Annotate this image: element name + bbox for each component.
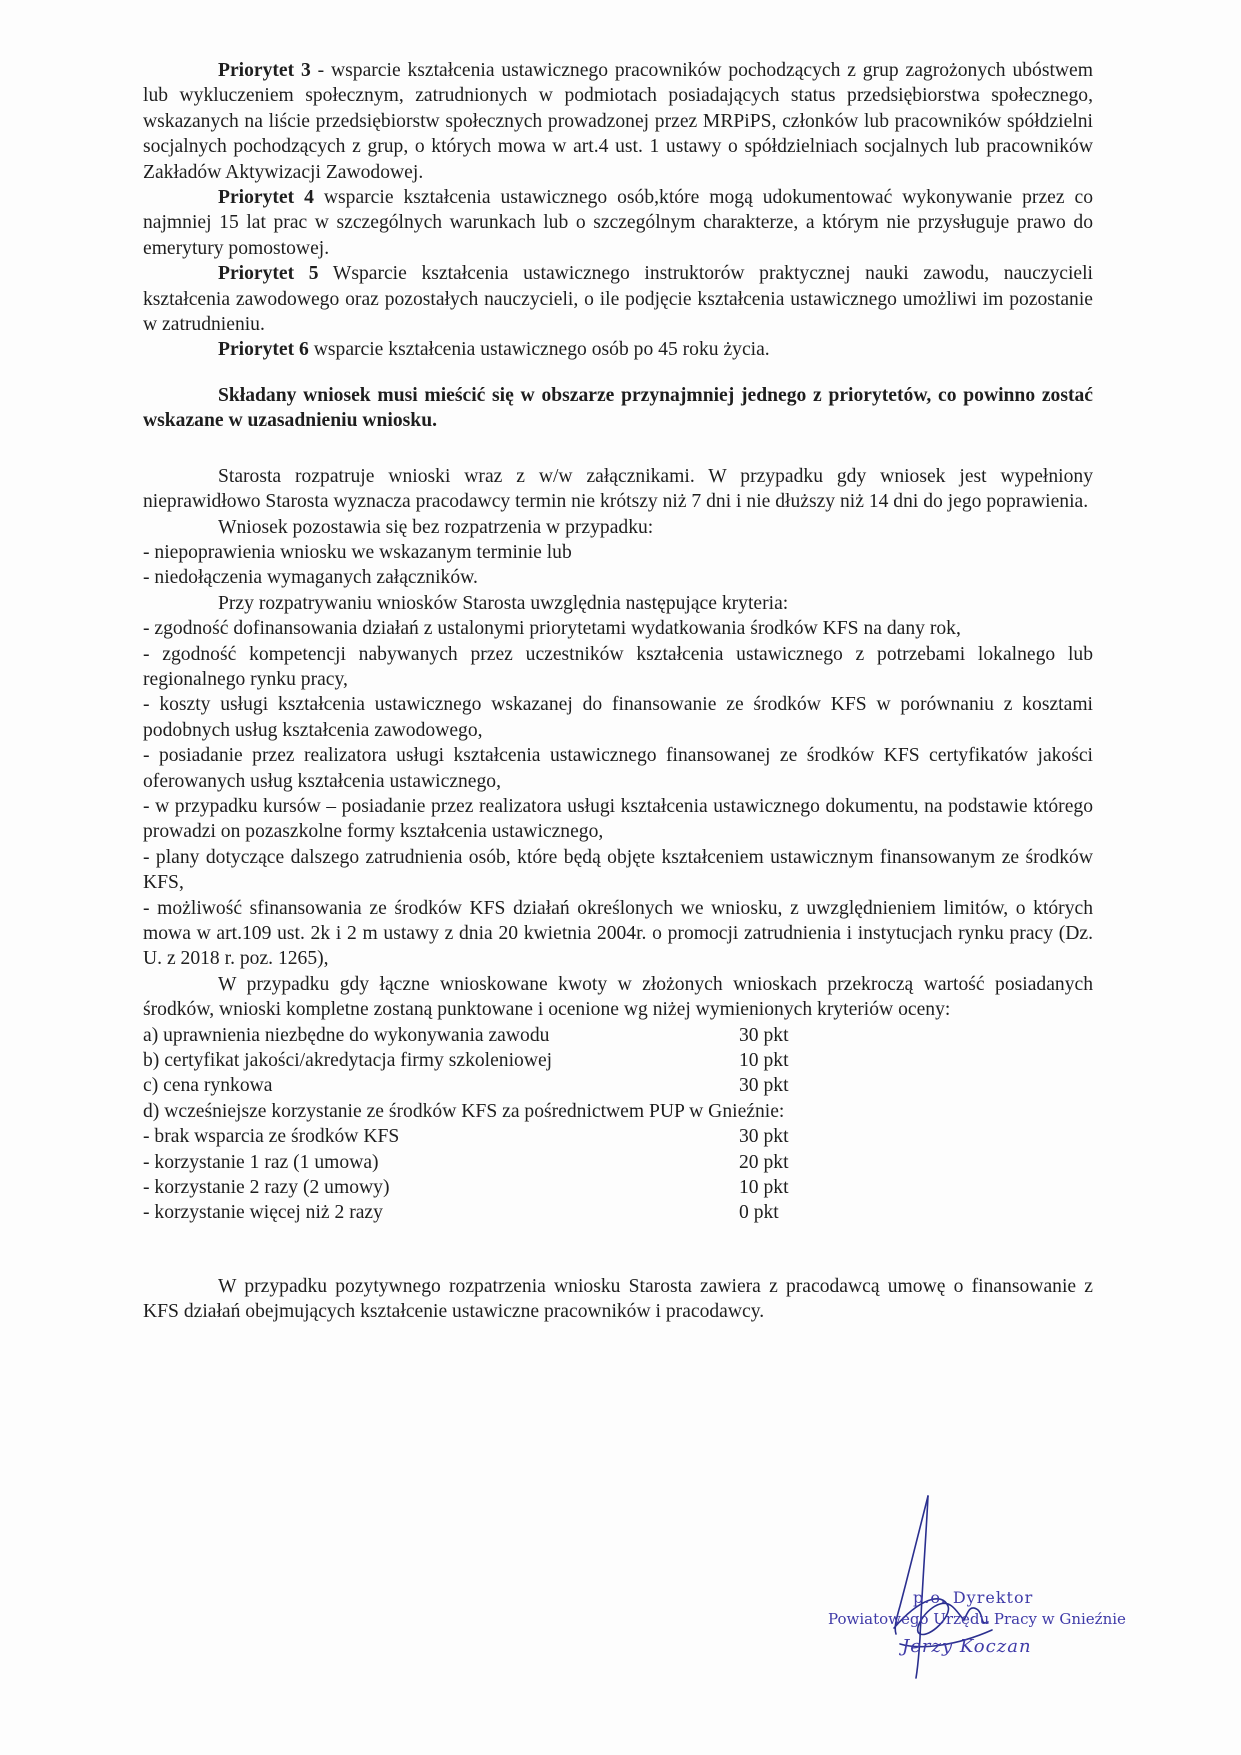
- scoring-points: 10 pkt: [739, 1177, 789, 1199]
- priority-4-label: Priorytet 4: [218, 187, 314, 209]
- bold-note: [143, 383, 1093, 434]
- scoring-label: b) certyfikat jakości/akredytacja firmy szkoleniowej: [143, 1050, 553, 1072]
- scoring-label: - korzystanie 2 razy (2 umowy): [143, 1177, 390, 1199]
- document-body: [143, 58, 1093, 1325]
- scoring-row: [143, 1023, 1093, 1048]
- final-paragraph: W przypadku pozytywnego rozpatrzenia wniosku Starosta zawiera z pracodawcą umowę o finansowanie z KFS działań obejmujących kształcenie ustawiczne pracowników i pracodawcy.: [143, 1275, 1093, 1323]
- priority-6-label: Priorytet 6: [218, 339, 309, 361]
- priority-4-text: wsparcie kształcenia ustawicznego osób,które mogą udokumentować wykonywanie przez co najmniej 15 lat prac w szczególnych warunkach lub o szczególnym charakterze, a którym nie przysługuje prawo do emerytury pomostowej.: [143, 187, 1093, 259]
- scoring-points: 30 pkt: [739, 1024, 789, 1046]
- scoring-row: [143, 1124, 1093, 1149]
- scoring-label: - korzystanie 1 raz (1 umowa): [143, 1151, 379, 1173]
- no-review-item-1: - niepoprawienia wniosku we wskazanym terminie lub: [143, 541, 572, 563]
- scoring-row: [143, 1048, 1093, 1073]
- criteria-intro: Przy rozpatrywaniu wniosków Starosta uwzględnia następujące kryteria:: [218, 592, 789, 614]
- stamp-title: p.o. Dyrektor: [913, 1588, 1034, 1607]
- criterion-6: - plany dotyczące dalszego zatrudnienia osób, które będą objęte kształceniem ustawicznym finansowanym ze środków KFS,: [143, 846, 1093, 894]
- scoring-row: [143, 1150, 1093, 1175]
- scoring-intro: W przypadku gdy łączne wnioskowane kwoty w złożonych wnioskach przekroczą wartość posiadanych środków, wnioski kompletne zostaną punktowane i ocenione wg niżej wymienionych kryteriów oceny:: [143, 973, 1093, 1021]
- stamp-name: Jerzy Koczan: [902, 1636, 1032, 1657]
- no-review-item-2: - niedołączenia wymaganych załączników.: [143, 567, 478, 589]
- priority-6-text: wsparcie kształcenia ustawicznego osób po 45 roku życia.: [308, 339, 770, 361]
- priority-3-label: Priorytet 3: [218, 60, 311, 81]
- scoring-points: 20 pkt: [739, 1151, 789, 1173]
- scoring-label: d) wcześniejsze korzystanie ze środków KFS za pośrednictwem PUP w Gnieźnie:: [143, 1100, 785, 1122]
- bold-note-text: Składany wniosek musi mieścić się w obszarze przynajmniej jednego z priorytetów, co powinno zostać wskazane w uzasadnieniu wniosku.: [143, 384, 1093, 432]
- priority-3: [143, 58, 1093, 185]
- scoring-points: 10 pkt: [739, 1050, 789, 1072]
- scoring-points: 0 pkt: [739, 1202, 779, 1224]
- scoring-points: 30 pkt: [739, 1075, 789, 1097]
- scoring-row: [143, 1073, 1093, 1098]
- scoring-label: a) uprawnienia niezbędne do wykonywania zawodu: [143, 1024, 550, 1046]
- scoring-row: [143, 1175, 1093, 1200]
- priority-3-text: - wsparcie kształcenia ustawicznego pracowników pochodzących z grup zagrożonych ubóstwem lub wykluczeniem społecznym, zatrudnionych w podmiotach posiadających status przedsiębiorstwa społecznego, wskazanych na liście przedsiębiorstw społecznych prowadzonej przez MRPiPS, członków lub pracowników spółdzielni socjalnych pochodzących z grup, o których mowa w art.4 ust. 1 ustawy o spółdzielniach socjalnych lub pracowników Zakładów Aktywizacji Zawodowej.: [143, 60, 1093, 183]
- priority-5: [143, 261, 1093, 337]
- scoring-row: [143, 1200, 1093, 1225]
- scoring-list: [143, 1023, 1093, 1226]
- scoring-label: c) cena rynkowa: [143, 1075, 273, 1097]
- priority-4: [143, 185, 1093, 261]
- starosta-paragraph: Starosta rozpatruje wnioski wraz z w/w załącznikami. W przypadku gdy wniosek jest wypełniony nieprawidłowo Starosta wyznacza pracodawcy termin nie krótszy niż 7 dni i nie dłuższy niż 14 dni do jego poprawienia.: [143, 465, 1093, 513]
- no-review-intro: Wniosek pozostawia się bez rozpatrzenia w przypadku:: [218, 516, 654, 538]
- scoring-row: [143, 1099, 1093, 1124]
- priority-5-label: Priorytet 5: [218, 263, 319, 285]
- official-stamp: [828, 1588, 1128, 1680]
- criterion-7: - możliwość sfinansowania ze środków KFS działań określonych we wniosku, z uwzględnieniem limitów, o których mowa w art.109 ust. 2k i 2 m ustawy z dnia 20 kwietnia 2004r. o promocji zatrudnienia i instytucjach rynku pracy (Dz. U. z 2018 r. poz. 1265),: [143, 897, 1093, 970]
- scoring-label: - brak wsparcia ze środków KFS: [143, 1126, 400, 1148]
- priority-6: [143, 337, 1093, 362]
- criterion-3: - koszty usługi kształcenia ustawicznego wskazanej do finansowanie ze środków KFS w porównaniu z kosztami podobnych usług kształcenia zawodowego,: [143, 694, 1093, 741]
- scoring-points: 30 pkt: [739, 1126, 789, 1148]
- priority-5-text: Wsparcie kształcenia ustawicznego instruktorów praktycznej nauki zawodu, nauczycieli kształcenia zawodowego oraz pozostałych nauczycieli, o ile podjęcie kształcenia ustawicznego umożliwi im pozostanie w zatrudnieniu.: [143, 263, 1093, 336]
- scoring-points: [784, 1099, 904, 1124]
- criterion-2: - zgodność kompetencji nabywanych przez uczestników kształcenia ustawicznego z potrzebami lokalnego lub regionalnego rynku pracy,: [143, 643, 1093, 690]
- scoring-label: - korzystanie więcej niż 2 razy: [143, 1202, 383, 1224]
- criterion-1: - zgodność dofinansowania działań z ustalonymi priorytetami wydatkowania środków KFS na dany rok,: [143, 618, 961, 640]
- criterion-4: - posiadanie przez realizatora usługi kształcenia ustawicznego finansowanej ze środków KFS certyfikatów jakości oferowanych usług kształcenia ustawicznego,: [143, 745, 1093, 792]
- criterion-5: - w przypadku kursów – posiadanie przez realizatora usługi kształcenia ustawicznego dokumentu, na podstawie którego prowadzi on pozaszkolne formy kształcenia ustawicznego,: [143, 795, 1093, 843]
- stamp-office: Powiatowego Urzędu Pracy w Gnieźnie: [828, 1610, 1126, 1628]
